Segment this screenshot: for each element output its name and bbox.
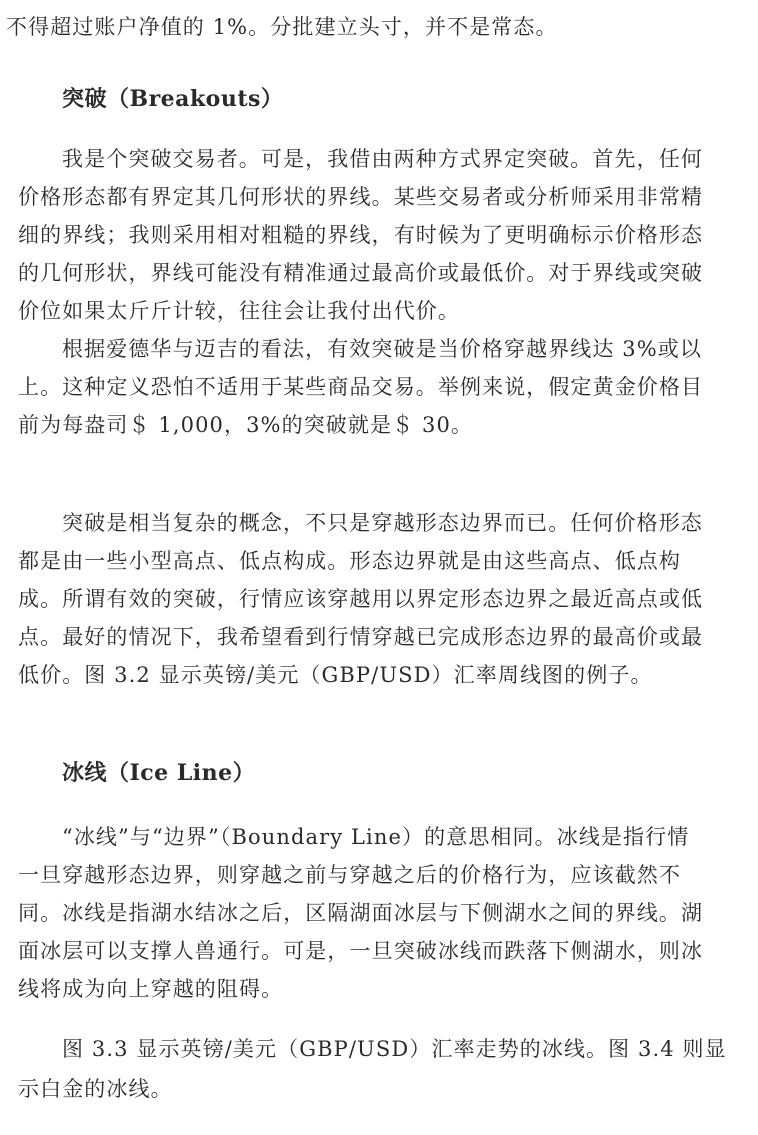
paragraph-line: 点。最好的情况下，我希望看到行情穿越已完成形态边界的最高价或最 <box>18 625 704 649</box>
paragraph-line: 图 3.3 显示英镑/美元（GBP/USD）汇率走势的冰线。图 3.4 则显 <box>62 1037 727 1061</box>
paragraph-line: 同。冰线是指湖水结冰之后，区隔湖面冰层与下侧湖水之间的界线。湖 <box>18 901 704 925</box>
paragraph-line: 细的界线；我则采用相对粗糙的界线，有时候为了更明确标示价格形态 <box>18 223 704 247</box>
paragraph-line: 突破是相当复杂的概念，不只是穿越形态边界而已。任何价格形态 <box>62 511 703 535</box>
paragraph-line: 示白金的冰线。 <box>18 1077 173 1101</box>
paragraph-line: 都是由一些小型高点、低点构成。形态边界就是由这些高点、低点构 <box>18 549 681 573</box>
paragraph-line: 成。所谓有效的突破，行情应该穿越用以界定形态边界之最近高点或低 <box>18 587 704 611</box>
paragraph-line: 价位如果太斤斤计较，往往会让我付出代价。 <box>18 299 460 323</box>
paragraph-line: 低价。图 3.2 显示英镑/美元（GBP/USD）汇率周线图的例子。 <box>18 663 653 687</box>
section-heading-breakouts: 突破（Breakouts） <box>62 86 284 112</box>
paragraph-line: 根据爱德华与迈吉的看法，有效突破是当价格穿越界线达 3%或以 <box>62 337 702 361</box>
paragraph-line: 价格形态都有界定其几何形状的界线。某些交易者或分析师采用非常精 <box>18 185 704 209</box>
paragraph-line: 我是个突破交易者。可是，我借由两种方式界定突破。首先，任何 <box>62 147 703 171</box>
paragraph-line: 上。这种定义恐怕不适用于某些商品交易。举例来说，假定黄金价格目 <box>18 375 704 399</box>
paragraph-line: 前为每盎司＄ 1,000，3%的突破就是＄ 30。 <box>18 413 474 437</box>
paragraph-line: 面冰层可以支撑人兽通行。可是，一旦突破冰线而跌落下侧湖水，则冰 <box>18 939 704 963</box>
paragraph-line: “冰线”与“边界”（Boundary Line）的意思相同。冰线是指行情 <box>62 825 690 849</box>
paragraph-line: 的几何形状，界线可能没有精准通过最高价或最低价。对于界线或突破 <box>18 261 704 285</box>
paragraph-line: 一旦穿越形态边界，则穿越之前与穿越之后的价格行为，应该截然不 <box>18 863 681 887</box>
section-heading-ice-line: 冰线（Ice Line） <box>62 760 256 786</box>
paragraph-line: 不得超过账户净值的 1%。分批建立头寸，并不是常态。 <box>6 15 558 39</box>
paragraph-line: 线将成为向上穿越的阻碍。 <box>18 977 284 1001</box>
